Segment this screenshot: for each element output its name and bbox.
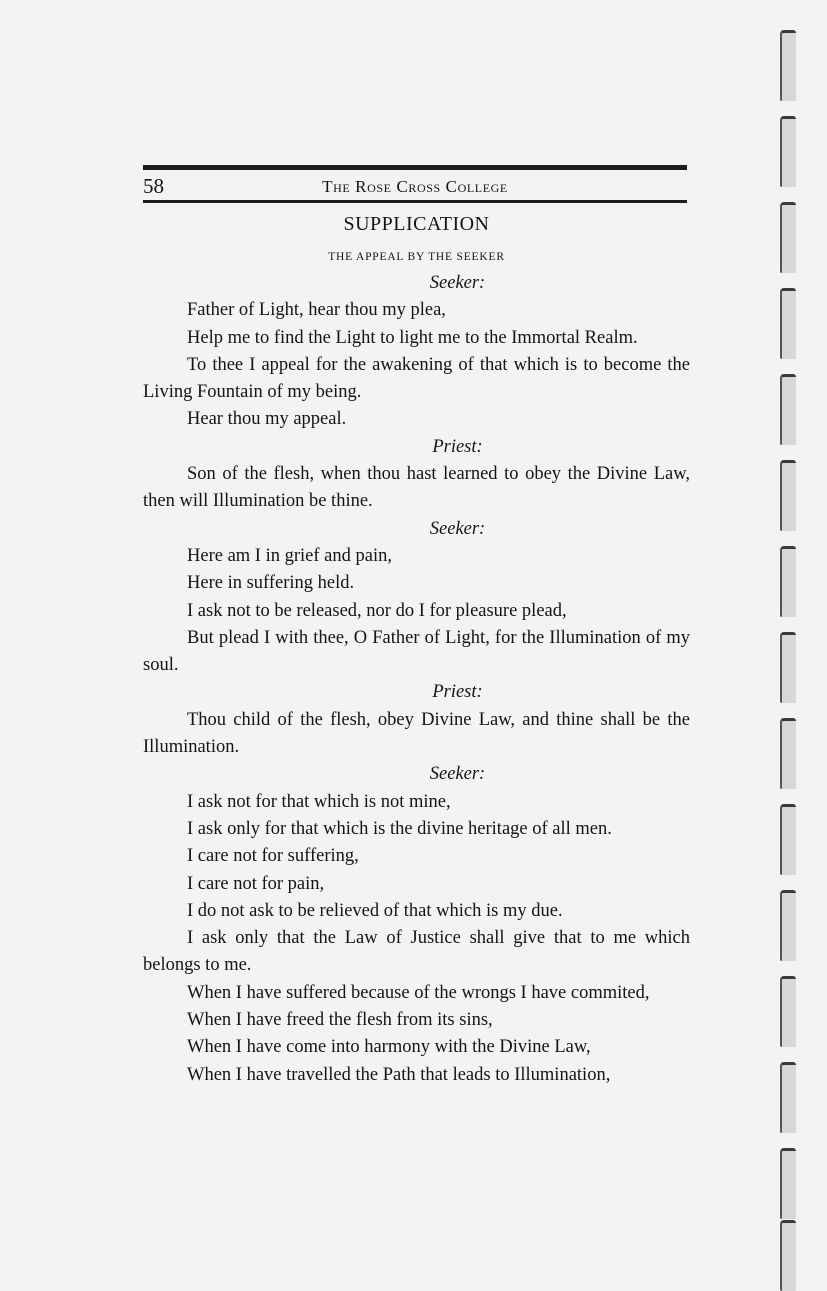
- speaker-label: Priest:: [432, 682, 483, 703]
- binding-ring: [780, 718, 796, 789]
- top-rule: [143, 165, 687, 170]
- running-title: The Rose Cross College: [322, 177, 508, 196]
- header-rule: [143, 200, 687, 203]
- paragraph: I ask not for that which is not mine,: [187, 791, 451, 812]
- paragraph: Hear thou my appeal.: [187, 409, 347, 430]
- binding-ring: [780, 1220, 796, 1291]
- speaker-label: Seeker:: [429, 764, 486, 785]
- paragraph: When I have freed the flesh from its sins,: [187, 1010, 493, 1031]
- paragraph: Here in suffering held.: [187, 573, 355, 594]
- binding-ring: [780, 460, 796, 531]
- paragraph: Here am I in grief and pain,: [187, 545, 392, 566]
- paragraph: When I have travelled the Path that leads to Illumination,: [187, 1064, 611, 1085]
- paragraph: When I have come into harmony with the Divine Law,: [187, 1037, 591, 1058]
- binding-ring: [780, 202, 796, 273]
- paragraph: When I have suffered because of the wrongs I have commited,: [187, 982, 650, 1003]
- binding-ring: [780, 30, 796, 101]
- paragraph: Father of Light, hear thou my plea,: [187, 300, 446, 321]
- paragraph: I ask only for that which is the divine heritage of all men.: [187, 818, 612, 839]
- paragraph: I do not ask to be relieved of that which is my due.: [187, 900, 563, 921]
- binding-ring: [780, 804, 796, 875]
- binding-ring: [780, 976, 796, 1047]
- binding-ring: [780, 632, 796, 703]
- section-heading: SUPPLICATION: [343, 213, 490, 235]
- binding-ring: [780, 374, 796, 445]
- binding-ring: [780, 1148, 796, 1219]
- speaker-label: Seeker:: [429, 518, 486, 539]
- paragraph: I care not for suffering,: [187, 846, 359, 867]
- page-header: [143, 172, 687, 200]
- speaker-label: Seeker:: [429, 273, 486, 293]
- paragraph: But plead I with thee, O Father of Light, for the Illumination of my soul.: [143, 627, 690, 676]
- binding-ring: [780, 546, 796, 617]
- section-subheading: THE APPEAL BY THE SEEKER: [328, 251, 505, 263]
- binding-ring: [780, 890, 796, 961]
- binding-ring: [780, 116, 796, 187]
- speaker-label: Priest:: [432, 436, 483, 457]
- text-block: [143, 208, 690, 1089]
- paragraph: I ask only that the Law of Justice shall give that to me which belongs to me.: [143, 928, 690, 976]
- paragraph: I care not for pain,: [187, 873, 325, 894]
- paragraph: Thou child of the flesh, obey Divine Law, and thine shall be the Illumination.: [143, 709, 690, 758]
- paragraph: Son of the flesh, when thou hast learned to obey the Divine Law, then will Illumination be thine.: [143, 464, 690, 512]
- page-number: 58: [143, 174, 164, 198]
- binding-ring: [780, 288, 796, 359]
- paragraph: To thee I appeal for the awakening of that which is to become the Living Fountain of my being.: [143, 354, 690, 403]
- binding-ring: [780, 1062, 796, 1133]
- paragraph: I ask not to be released, nor do I for pleasure plead,: [187, 600, 567, 621]
- paragraph: Help me to find the Light to light me to the Immortal Realm.: [187, 327, 638, 348]
